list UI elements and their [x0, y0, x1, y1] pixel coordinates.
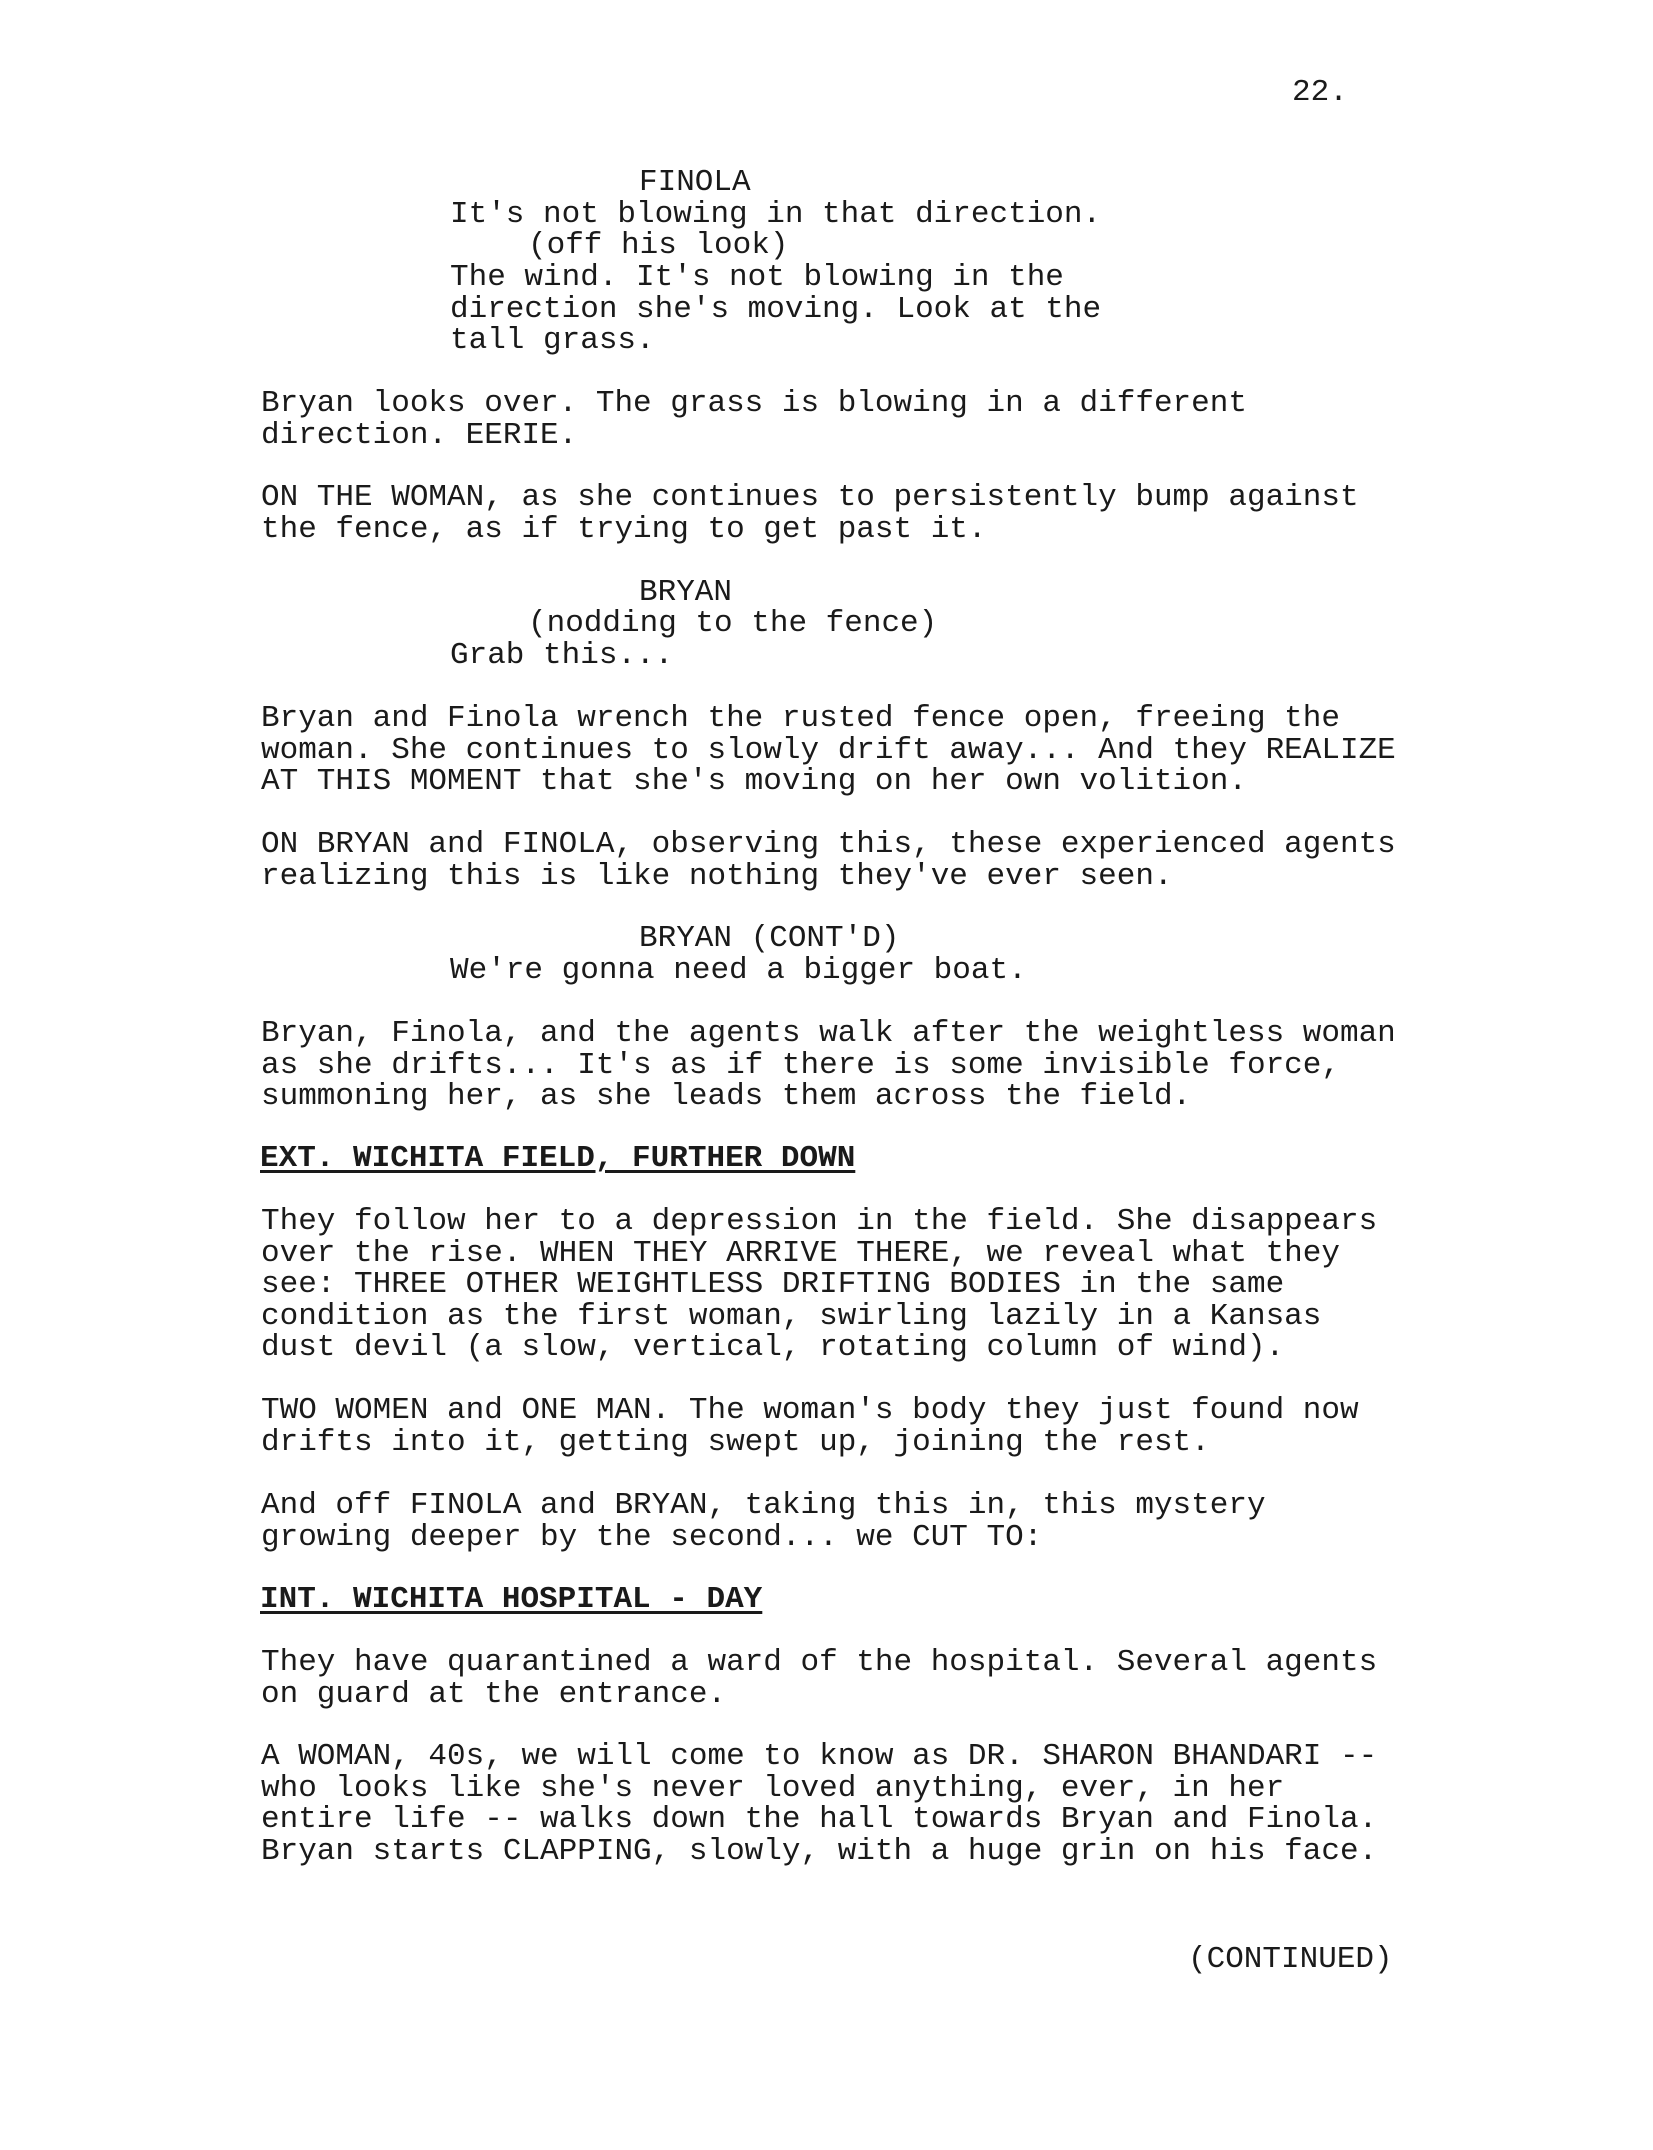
action-paragraph: A WOMAN, 40s, we will come to know as DR. SHARON BHANDARI -- who looks like she's never loved anything, ever, in her entire life -- walks down the hall towards Bryan and Finola. Bryan starts CLAPPING, slowly, with a huge grin on his face. [261, 1739, 1378, 1869]
action-paragraph: They have quarantined a ward of the hospital. Several agents on guard at the entrance. [261, 1645, 1378, 1712]
action-paragraph: Bryan, Finola, and the agents walk after the weightless woman as she drifts... It's as if there is some invisible force, summoning her, as she leads them across the field. [261, 1016, 1396, 1114]
dialogue-line: Grab this... [450, 638, 674, 673]
action-paragraph: Bryan looks over. The grass is blowing in a different direction. EERIE. [261, 386, 1247, 453]
character-name: FINOLA [639, 165, 751, 200]
action-paragraph: ON BRYAN and FINOLA, observing this, these experienced agents realizing this is like nothing they've ever seen. [261, 827, 1396, 894]
scene-heading: INT. WICHITA HOSPITAL - DAY [260, 1582, 763, 1617]
action-paragraph: ON THE WOMAN, as she continues to persistently bump against the fence, as if trying to get past it. [261, 480, 1359, 547]
dialogue-line: It's not blowing in that direction. [450, 197, 1102, 232]
scene-heading: EXT. WICHITA FIELD, FURTHER DOWN [260, 1141, 856, 1176]
action-paragraph: And off FINOLA and BRYAN, taking this in, this mystery growing deeper by the second... we CUT TO: [261, 1488, 1266, 1555]
dialogue-line: The wind. It's not blowing in the direction she's moving. Look at the tall grass. [450, 260, 1102, 358]
continued-marker: (CONTINUED) [1188, 1942, 1393, 1977]
action-paragraph: Bryan and Finola wrench the rusted fence open, freeing the woman. She continues to slowly drift away... And they REALIZE AT THIS MOMENT that she's moving on her own volition. [261, 701, 1396, 799]
action-paragraph: They follow her to a depression in the field. She disappears over the rise. WHEN THEY ARRIVE THERE, we reveal what they see: THREE OTHER WEIGHTLESS DRIFTING BODIES in the same condition as the first woman, swirling lazily in a Kansas dust devil (a slow, vertical, rotating column of wind). [261, 1204, 1378, 1365]
parenthetical: (nodding to the fence) [528, 606, 938, 641]
parenthetical: (off his look) [528, 228, 789, 263]
dialogue-line: We're gonna need a bigger boat. [450, 953, 1027, 988]
action-paragraph: TWO WOMEN and ONE MAN. The woman's body they just found now drifts into it, getting swept up, joining the rest. [261, 1393, 1359, 1460]
page-number: 22. [1292, 75, 1348, 110]
character-name: BRYAN (CONT'D) [639, 921, 900, 956]
character-name: BRYAN [639, 575, 733, 610]
